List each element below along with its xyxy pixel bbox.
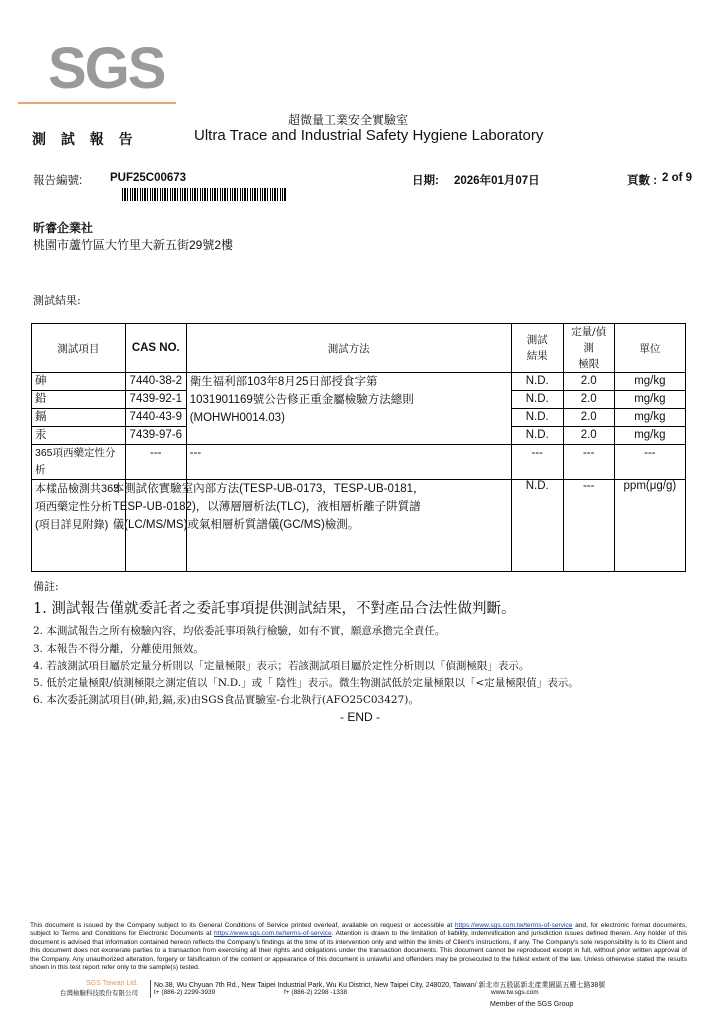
terms-link[interactable]: https://www.sgs.com.tw/terms-of-service: [214, 930, 332, 938]
cell-item: 汞: [32, 427, 126, 445]
cell-result: N.D.: [511, 373, 563, 391]
cell-method: ---: [186, 445, 511, 480]
terms-link[interactable]: https://www.sgs.com.tw/terms-of-service: [454, 922, 573, 929]
cell-unit: ppm(μg/g): [614, 480, 685, 572]
footer-divider: [150, 980, 151, 998]
report-title: 測 試 報 告: [32, 132, 138, 148]
sgs-logo: [48, 36, 168, 110]
table-header-row: [32, 324, 686, 373]
table-row: [32, 480, 686, 572]
cell-item: 本樣品檢測共365項西藥定性分析(項目詳見附錄): [32, 480, 126, 572]
cell-cas: ---: [125, 445, 186, 480]
report-no-label: 報告編號:: [33, 175, 83, 187]
cell-item: 鉛: [32, 391, 126, 409]
cell-item: 鎘: [32, 409, 126, 427]
cell-method-drug: [112, 480, 511, 572]
method-line: 衛生福利部103年8月25日部授食字第: [189, 376, 378, 388]
cell-unit: mg/kg: [614, 391, 685, 409]
end-marker: - END -: [340, 710, 380, 724]
cell-limit: ---: [563, 480, 614, 572]
header-result: 測試 結果: [511, 324, 563, 373]
cell-cas: 7439-92-1: [125, 391, 186, 409]
cell-limit: 2.0: [563, 373, 614, 391]
cell-cas: 7439-97-6: [125, 427, 186, 445]
disclaimer-text: and, for electronic format documents, subject to Terms and Conditions for Electronic Documents at: [30, 922, 687, 938]
logo-underline: [18, 102, 176, 104]
note-item: 2. 本測試報告之所有檢驗內容，均依委託事項執行檢驗，如有不實，願意承擔完全責任。: [33, 625, 446, 637]
cell-result: N.D.: [511, 480, 563, 572]
results-label: 測試結果:: [33, 294, 81, 307]
cell-item: 365項西藥定性分析: [32, 445, 126, 480]
barcode: [122, 188, 287, 201]
date-label: 日期:: [412, 175, 439, 187]
cell-cas: 7440-43-9: [125, 409, 186, 427]
footer-brand: SGS Taiwan Ltd.: [86, 980, 139, 987]
cell-unit: mg/kg: [614, 409, 685, 427]
sgs-logo-text: SGS: [48, 36, 165, 101]
cell-limit: 2.0: [563, 427, 614, 445]
header-item: 測試項目: [32, 324, 126, 373]
header-unit: 單位: [614, 324, 685, 373]
footer-tel: t+ (886-2) 2299-3939: [154, 989, 216, 996]
footer-brand-cn: 台灣檢驗科技股份有限公司: [60, 990, 138, 997]
cell-result: N.D.: [511, 427, 563, 445]
lab-name-cn: 超微量工業安全實驗室: [288, 113, 409, 127]
client-company: 昕睿企業社: [33, 221, 94, 235]
cell-limit: 2.0: [563, 409, 614, 427]
table-row: [32, 373, 686, 391]
cell-limit: ---: [563, 445, 614, 480]
footer-disclaimer: [30, 922, 687, 972]
results-table: [31, 323, 686, 572]
note-item: 3. 本報告不得分離，分離使用無效。: [33, 643, 204, 655]
cell-result: ---: [511, 445, 563, 480]
header-limit: 定量/偵測 極限: [563, 324, 614, 373]
cell-unit: mg/kg: [614, 427, 685, 445]
method-line: (MOHWH0014.03): [189, 412, 285, 424]
cell-unit: ---: [614, 445, 685, 480]
footer-member: Member of the SGS Group: [490, 1001, 574, 1008]
disclaimer-text: This document is issued by the Company subject to its General Conditions of Service printed overleaf, available on request or accessible at: [30, 922, 455, 929]
note-item: 4. 若該測試項目屬於定量分析則以「定量極限」表示；若該測試項目屬於定性分析則以「偵測極限」表示。: [33, 660, 530, 672]
page-number: 2 of 9: [662, 172, 693, 184]
footer-web[interactable]: www.tw.sgs.com: [491, 989, 539, 996]
header-method: 測試方法: [186, 324, 511, 373]
note-item: 5. 低於定量極限/偵測極限之測定值以「N.D.」或「 陰性」表示。微生物測試低於定量極限以「<定量極限值」表示。: [33, 677, 579, 689]
footer-address: No.38, Wu Chyuan 7th Rd., New Taipei Industrial Park, Wu Ku District, New Taipei City, 248020, Taiwan/ 新北市五股區新北產業園區五權七路38號: [154, 982, 606, 989]
disclaimer-text: . Attention is drawn to the limitation of liability, indemnification and jurisdiction issues defined therein. Any holder of this document is advised that information contained hereon reflects the Company's findings at the time of its intervention only and within the limits of Client's instructions, if any. The Company's sole responsibility is to its Client and this document does not exonerate parties to a transaction from exercising all their rights and obligations under the transaction documents. This document cannot be reproduced except in full, without prior written approval of the Company. Any unauthorized alteration, forgery or falsification of the content or appearance of this document is unlawful and offenders may be prosecuted to the fullest extent of the law. Unless otherwise stated the results shown in this test report refer only to the sample(s) tested.: [30, 930, 687, 972]
note-item: 6. 本次委託測試項目(砷,鉛,鎘,汞)由SGS食品實驗室-台北執行(AFO25C03427)。: [33, 694, 419, 706]
cell-cas: 7440-38-2: [125, 373, 186, 391]
cell-item: 砷: [32, 373, 126, 391]
cell-limit: 2.0: [563, 391, 614, 409]
method-text: 本測試依實驗室內部方法(TESP-UB-0173，TESP-UB-0181，TESP-UB-0182)，以薄層層析法(TLC)，液相層析離子阱質譜儀(LC/MS/MS)或氣相層析質譜儀(GC/MS)檢測。: [112, 483, 425, 531]
cell-method-heavy-metal: [186, 373, 511, 445]
report-no: PUF25C00673: [110, 172, 187, 184]
lab-name-en: Ultra Trace and Industrial Safety Hygiene Laboratory: [194, 127, 544, 144]
cell-result: N.D.: [511, 409, 563, 427]
cell-unit: mg/kg: [614, 373, 685, 391]
report-date: 2026年01月07日: [454, 175, 540, 187]
footer-fax: f+ (886-2) 2298 -1338: [284, 989, 348, 996]
client-address: 桃園市蘆竹區大竹里大新五街29號2樓: [33, 238, 234, 252]
table-row: [32, 445, 686, 480]
page-label: 頁數 :: [627, 175, 658, 187]
notes-label: 備註:: [33, 580, 59, 593]
header-cas: CAS NO.: [125, 324, 186, 373]
note-item: 1. 測試報告僅就委託者之委託事項提供測試結果，不對產品合法性做判斷。: [33, 601, 516, 617]
cell-result: N.D.: [511, 391, 563, 409]
method-line: 1031901169號公告修正重金屬檢驗方法總則: [189, 394, 414, 406]
